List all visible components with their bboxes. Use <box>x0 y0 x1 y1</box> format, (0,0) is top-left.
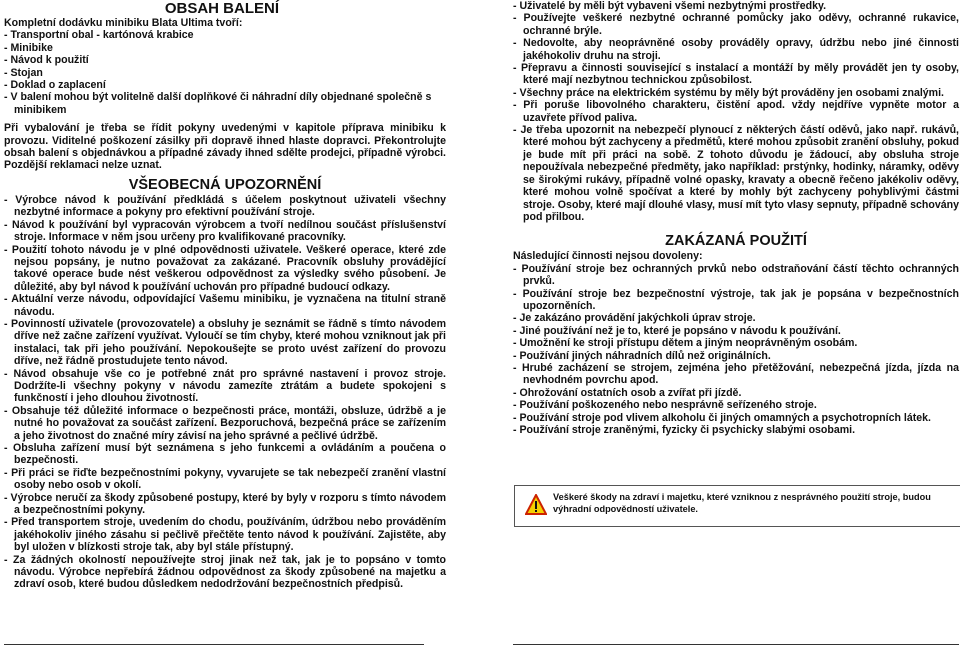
general-warnings-heading: VŠEOBECNÁ UPOZORNĚNÍ <box>128 176 322 193</box>
list-item: - Povinností uživatele (provozovatele) a obsluhy je seznámit se řádně s tímto návodem dříve než začne zařízení využívat. Vyloučí se tím chyby, které mohou vzniknout jak při instalaci, tak při jeho používání. Nepokoušejte se proto uvést zařízení do provozu dříve, než řádně prostudujete tento návod. <box>4 317 446 368</box>
list-item: - Přepravu a činnosti související s instalací a montáží by měly provádět jen ty osoby, které mají nezbytnou technickou způsobilost. <box>513 62 959 87</box>
list-item: - Jiné používání než je to, které je popsáno v návodu k používání. <box>513 324 841 337</box>
list-item: - Všechny práce na elektrickém systému by měly být prováděny jen osobami znalými. <box>513 86 944 99</box>
list-item: - Stojan <box>4 66 43 79</box>
general-warnings-list <box>4 194 446 591</box>
list-item: - Návod k používání byl vypracován výrobcem a tvoří nedílnou součást příslušenství stroje. Informace v něm jsou určeny pro kvalifikované pracovníky. <box>4 218 446 244</box>
contents-intro: Kompletní dodávku minibiku Blata Ultima tvoří: <box>4 17 243 29</box>
list-item: - Používání stroje bez bezpečnostní výstroje, tak jak je popsána v bezpečnostních upozorněních. <box>513 287 959 312</box>
list-item: - Při poruše libovolného charakteru, čistění apod. vždy nejdříve vypněte motor a uzavřete přívod paliva. <box>513 99 959 124</box>
list-item: - Výrobce neručí za škody způsobené postupy, které by byly v rozporu s tímto návodem a bezpečnostními pokyny. <box>4 491 446 517</box>
list-item: - Návod obsahuje vše co je potřebné znát pro správné nastavení i provoz stroje. Dodržíte-li všechny pokyny v návodu zamezíte ztrátám a budete spokojeni s funkčností i jeho dlouhou životností. <box>4 367 446 405</box>
list-item: - Je třeba upozornit na nebezpečí plynoucí z některých částí oděvů, jako např. rukávů, které mohou být zachyceny a předmětů, které mohou způsobit zranění obsluhy, pokud je bude mít při práci na sobě. Z tohoto důvodu je žádoucí, aby obsluha stroje nepoužívala nebezpečné předměty, jako například: prstýnky, hodinky, náramky, oděvy se širokými rukávy, případně volné opasky, kravaty a obecně řečeno jakékoliv oděvy, které mohou volně spočívat a které by mohly být zachyceny pohyblivými částmi stroje. Osoby, které mají dlouhé vlasy, musí mít tyto vlasy sepnuty, případně schovány pod přilbou. <box>513 124 959 223</box>
forbidden-intro: Následující činnosti nejsou dovoleny: <box>513 250 703 263</box>
optional-parts-note: - V balení mohou být volitelně další doplňkové či náhradní díly objednané společně s minibikem <box>4 91 432 116</box>
list-item: - Za žádných okolností nepoužívejte stroj jinak než tak, jak je to popsáno v tomto návodu. Výrobce nepřebírá žádnou odpovědnost za škody způsobené na majetku a zdraví osob, které budou důsledkem nedodržování bezpečnostních předpisů. <box>4 553 446 591</box>
list-item: - Používání stroje zraněnými, fyzicky či psychicky slabými osobami. <box>513 424 856 436</box>
general-warnings-list-continued <box>513 0 959 223</box>
forbidden-uses-list <box>513 263 959 437</box>
list-item: - Používejte veškeré nezbytné ochranné pomůcky jako oděvy, ochranné rukavice, ochranné brýle. <box>513 12 959 37</box>
list-item: - Používání jiných náhradních dílů než originálních. <box>513 349 771 362</box>
list-item: - Obsluha zařízení musí být seznámena s jeho funkcemi a ovládáním a poučena o bezpečnosti. <box>4 442 446 467</box>
list-item: - Transportní obal - kartónová krabice <box>4 29 194 42</box>
list-item: - Aktuální verze návodu, odpovídající Vašemu minibiku, je vyznačena na titulní straně návodu. <box>4 293 446 318</box>
warning-text: Veškeré škody na zdraví i majetku, které vzniknou z nesprávného použití stroje, budou výhradní odpovědností uživatele. <box>553 492 931 514</box>
list-item: - Umožnění ke stroji přístupu dětem a jiným neoprávněným osobám. <box>513 337 858 350</box>
list-item: - Návod k použití <box>4 54 89 67</box>
list-item: - Minibike <box>4 41 53 54</box>
footer-rule-left <box>4 644 424 645</box>
list-item: - Výrobce návod k používání předkládá s účelem poskytnout uživateli všechny nezbytné informace a pokyny pro efektivní používání stroje. <box>4 193 446 219</box>
list-item: - Použití tohoto návodu je v plné odpovědnosti uživatele. Veškeré operace, které zde nejsou popsány, je nutno považovat za zakázané. Pracovník obsluhy provádějící takové operace bude nést veškerou odpovědnost za výsledky svého působení. Je důležité, aby byl návod k používání uchován pro případné budoucí odkazy. <box>4 243 446 293</box>
footer-rule-right <box>513 644 959 645</box>
unpacking-paragraph: Při vybalování je třeba se řídit pokyny uvedenými v kapitole příprava minibiku k provozu. Viditelné poškození zásilky při dopravě ihned hlaste dopravci. Překontrolujte obsah balení s objednávkou a případné závady ihned sdělte prodejci, případně výrobci. Pozdější reklamaci nelze uznat. <box>4 122 446 172</box>
warning-triangle-icon <box>525 494 547 516</box>
list-item: - Ohrožování ostatních osob a zvířat při jízdě. <box>513 386 742 399</box>
list-item: - Je zakázáno provádění jakýchkoli úprav stroje. <box>513 312 756 325</box>
list-item: - Používání poškozeného nebo nesprávně seřízeného stroje. <box>513 399 817 412</box>
list-item: - Před transportem stroje, uvedením do chodu, používáním, údržbou nebo prováděním jakéhokoliv jiného zásahu si pečlivě přečtěte tento návod k používání. Zajistěte, aby byl uložen v blízkosti stroje tak, aby byl stále přístupný. <box>4 516 446 554</box>
forbidden-uses-heading: ZAKÁZANÁ POUŽITÍ <box>665 233 807 250</box>
list-item: - Hrubé zacházení se strojem, zejména jeho přetěžování, nebezpečná jízda, jízda na nevhodném povrchu apod. <box>513 361 959 387</box>
list-item: - Používání stroje pod vlivem alkoholu či jiných omamných a psychotropních látek. <box>513 411 931 424</box>
contents-heading: OBSAH BALENÍ <box>164 0 279 17</box>
list-item: - Doklad o zaplacení <box>4 79 106 92</box>
list-item: - Obsahuje též důležité informace o bezpečnosti práce, montáži, obsluze, údržbě a je nutné ho považovat za součást zařízení. Bezporuchová, bezpečná práce se zařízením a jeho životnost do značné míry závisí na jeho správné a pečlivé údržbě. <box>4 404 446 442</box>
list-item: - Nedovolte, aby neoprávněné osoby prováděly opravy, údržbu nebo jiné činnosti jakéhokoliv druhu na stroji. <box>513 37 959 62</box>
right-column <box>513 0 959 436</box>
warning-box <box>514 485 960 527</box>
left-column <box>4 0 446 591</box>
list-item: - Uživatelé by měli být vybaveni všemi nezbytnými prostředky. <box>513 0 827 12</box>
list-item: - Používání stroje bez ochranných prvků nebo odstraňování částí těchto ochranných prvků. <box>513 262 959 288</box>
contents-list <box>4 29 446 91</box>
list-item: - Při práci se řiďte bezpečnostními pokyny, vyvarujete se tak nebezpečí zranění vlastní osoby nebo osob v okolí. <box>4 466 446 492</box>
